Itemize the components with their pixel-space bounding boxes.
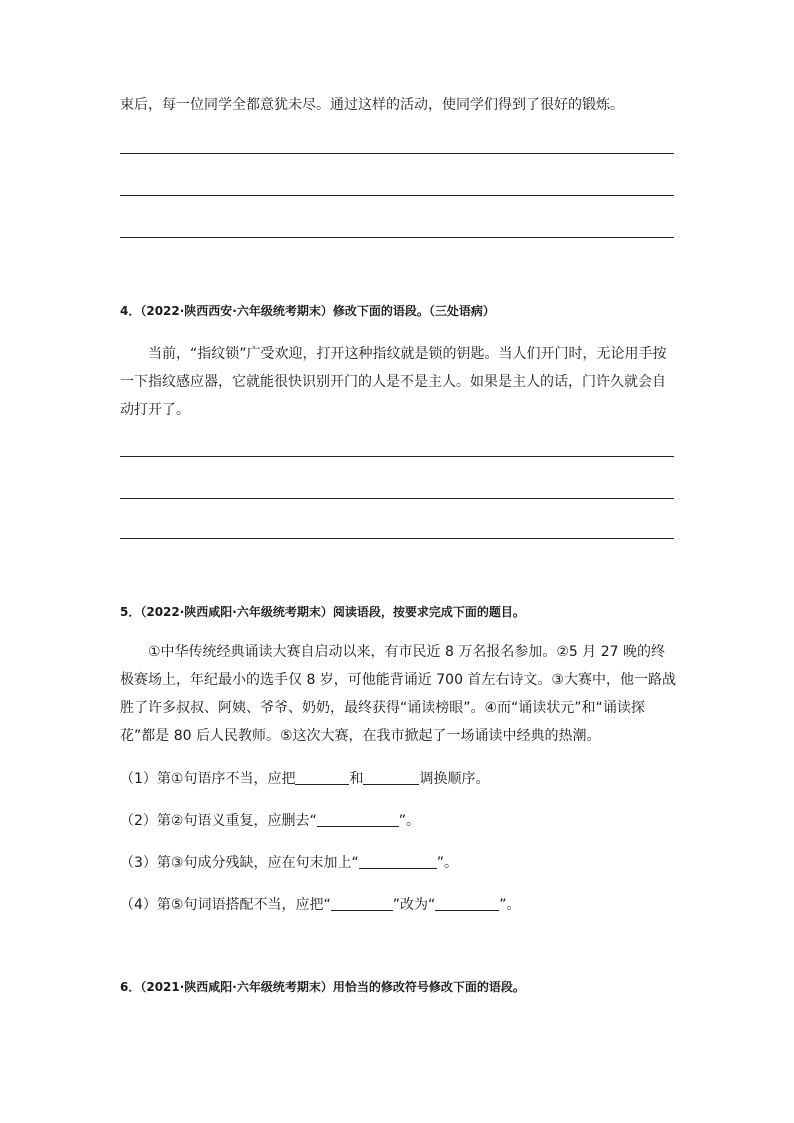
question-5-sub-1 (120, 769, 489, 789)
question-5-heading: 5．（2022·陕西咸阳·六年级统考期末）阅读语段，按要求完成下面的题目。 (120, 605, 525, 619)
question-6-heading: 6．（2021·陕西咸阳·六年级统考期末）用恰当的修改符号修改下面的语段。 (120, 980, 525, 994)
fill-blank[interactable] (331, 896, 393, 911)
sub-3-suffix: ”。 (436, 855, 458, 871)
fill-blank[interactable] (317, 812, 399, 827)
sub-3-prefix: （3）第③句成分残缺，应在句末加上“ (120, 855, 359, 871)
question-5-sub-3 (120, 853, 458, 873)
sub-2-suffix: ”。 (398, 813, 420, 829)
sub-4-suffix: ”。 (499, 897, 521, 913)
sub-1-suffix: 调换顺序。 (419, 771, 490, 787)
answer-line[interactable] (120, 237, 674, 238)
question-5-sub-4 (120, 895, 521, 915)
fill-blank[interactable] (363, 770, 419, 785)
answer-line[interactable] (120, 456, 674, 457)
sub-1-mid: 和 (349, 771, 364, 787)
paragraph-continuation: 束后，每一位同学全都意犹未尽。通过这样的活动，使同学们得到了很好的锻炼。 (120, 97, 624, 113)
fill-blank[interactable] (359, 854, 437, 869)
answer-line[interactable] (120, 153, 674, 154)
question-4-heading: 4．（2022·陕西西安·六年级统考期末）修改下面的语段。（三处语病） (120, 304, 495, 318)
sub-4-mid: ”改为“ (392, 897, 436, 913)
question-5-sub-2 (120, 811, 420, 831)
fill-blank[interactable] (295, 770, 349, 785)
answer-line[interactable] (120, 538, 674, 539)
sub-2-prefix: （2）第②句语义重复，应删去“ (120, 813, 317, 829)
sub-1-prefix: （1）第①句语序不当，应把 (120, 771, 296, 787)
answer-line[interactable] (120, 498, 674, 499)
question-5-paragraph (120, 638, 676, 750)
fill-blank[interactable] (435, 896, 499, 911)
question-4-paragraph (120, 340, 676, 424)
answer-line[interactable] (120, 195, 674, 196)
question-5-text: ①中华传统经典诵读大赛自启动以来，有市民近 8 万名报名参加。②5 月 27 晚的终极赛场上，年纪最小的选手仅 8 岁，可他能背诵近 700 首左右诗文。③大赛中，他一路战胜了许多叔叔、阿姨、爷爷、奶奶，最终获得“诵读榜眼”。④而“诵读状元”和“诵读探花”都是 80 后人民教师。⑤这次大赛，在我市掀起了一场诵读中经典的热潮。 (120, 644, 676, 744)
sub-4-prefix: （4）第⑤句词语搭配不当，应把“ (120, 897, 331, 913)
question-4-text: 当前，“指纹锁”广受欢迎，打开这种指纹就是锁的钥匙。当人们开门时，无论用手按一下指纹感应器，它就能很快识别开门的人是不是主人。如果是主人的话，门许久就会自动打开了。 (120, 346, 667, 418)
